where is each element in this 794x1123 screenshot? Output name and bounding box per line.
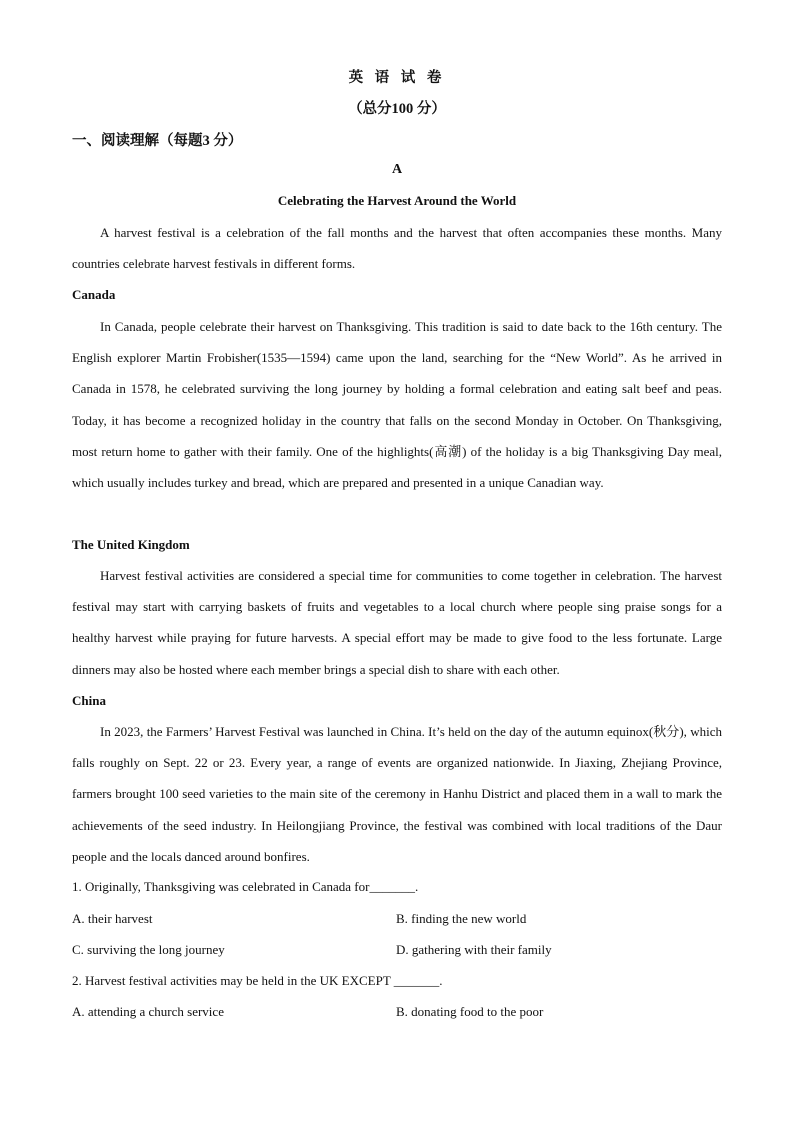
canada-paragraph: In Canada, people celebrate their harvest on Thanksgiving. This tradition is said to date back to the 16th century. The English explorer Martin Frobisher(1535—1594) came upon the land, searching for the “New World”. As he arrived in Canada in 1578, he celebrated surviving the long journey by holding a formal celebration and eating salt beef and peas. Today, it has become a recognized holiday in the country that falls on the second Monday in October. On Thanksgiving, most return home to gather with their family. One of the highlights(高潮) of the holiday is a big Thanksgiving Day meal, which usually includes turkey and bread, which are prepared and presented in a unique Canadian way. bbox=[72, 319, 722, 491]
question-1-option-d: D. gathering with their family bbox=[396, 942, 552, 957]
passage-title: Celebrating the Harvest Around the World bbox=[277, 193, 517, 208]
passage-letter: A bbox=[391, 162, 403, 177]
question-2-stem: 2. Harvest festival activities may be held in the UK EXCEPT _______. bbox=[72, 973, 443, 988]
uk-heading: The United Kingdom bbox=[72, 537, 190, 552]
question-2-option-b: B. donating food to the poor bbox=[396, 1004, 544, 1019]
question-1-option-b: B. finding the new world bbox=[396, 911, 527, 926]
china-paragraph: In 2023, the Farmers’ Harvest Festival was launched in China. It’s held on the day of the autumn equinox(秋分), which falls roughly on Sept. 22 or 23. Every year, a range of events are organized nationwide. In Jiaxing, Zhejiang Province, farmers brought 100 seed varieties to the main site of the ceremony in Hanhu District and placed them in a wall to mark the achievements of the seed industry. In Heilongjiang Province, the festival was combined with local traditions of the Daur people and the locals danced around bonfires. bbox=[72, 724, 722, 864]
question-1-option-a: A. their harvest bbox=[72, 911, 153, 926]
intro-paragraph: A harvest festival is a celebration of the fall months and the harvest that often accompanies these months. Many countries celebrate harvest festivals in different forms. bbox=[72, 225, 722, 272]
question-2-option-a: A. attending a church service bbox=[72, 1004, 224, 1019]
question-1-stem: 1. Originally, Thanksgiving was celebrated in Canada for_______. bbox=[72, 879, 419, 894]
exam-subtitle: （总分100 分） bbox=[348, 101, 446, 117]
china-heading: China bbox=[72, 693, 106, 708]
exam-title: 英 语 试 卷 bbox=[348, 70, 446, 86]
section-title: 一、阅读理解（每题3 分） bbox=[72, 133, 243, 149]
canada-heading: Canada bbox=[72, 287, 116, 302]
uk-paragraph: Harvest festival activities are considered a special time for communities to come together in celebration. The harvest festival may start with carrying baskets of fruits and vegetables to a local church where people sing praise songs for a healthy harvest while praying for future harvests. A special effort may be made to give food to the less fortunate. Large dinners may also be hosted where each member brings a special dish to share with each other. bbox=[72, 568, 722, 677]
question-1-option-c: C. surviving the long journey bbox=[72, 942, 225, 957]
